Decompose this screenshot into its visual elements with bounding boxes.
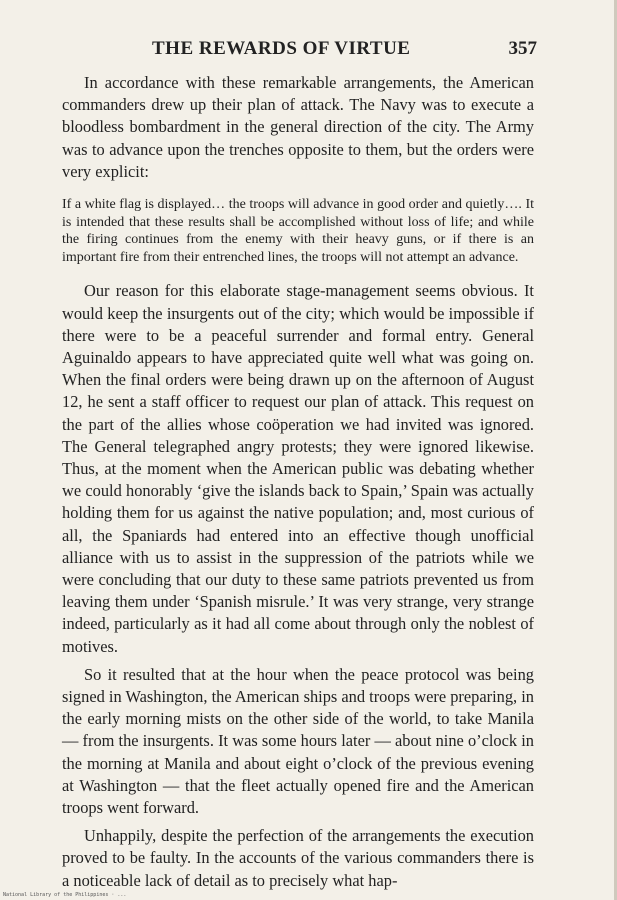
paragraph-1: In accordance with these remarkable arrangements, the American commanders drew up their plan of attack. The Navy was to execute a bloodless bombardment in the general direction of the city. The Army was to advance upon the trenches opposite to them, but the orders were very explicit: xyxy=(62,73,534,181)
block-quote: If a white flag is displayed… the troops will advance in good order and quietly…. It is intended that these results shall be accomplished without loss of life; and while the firing continues from the enemy with their heavy guns, or if there is an important fire from their entrenched lines, the troops will not attempt an advance. xyxy=(62,197,534,265)
paragraph-2: Our reason for this elaborate stage-management seems obvious. It would keep the insurgents out of the city; which would be impossible if there were to be a peaceful surrender and formal entry. General Aguinaldo appears to have appreciated quite well what was going on. When the final orders were being drawn up on the afternoon of August 12, he sent a staff officer to request our plan of attack. This request on the part of the allies whose coöperation we had invited was ignored. The General telegraphed angry protests; they were ignored likewise. Thus, at the moment when the American public was debating whether we could honorably ‘give the islands back to Spain,’ Spain was actually holding them for us against the native population; and, most curious of all, the Spaniards had entered into an effective though unofficial alliance with us to assist in the suppression of the patriots while we were concluding that our duty to these same patriots prevented us from leaving them under ‘Spanish misrule.’ It was very strange, very strange indeed, particularly as it had all come about through only the noblest of motives. xyxy=(62,281,534,656)
running-head: THE REWARDS OF VIRTUE xyxy=(152,38,411,59)
page-number: 357 xyxy=(508,38,537,59)
page-header xyxy=(60,38,537,64)
paragraph-3: So it resulted that at the hour when the peace protocol was being signed in Washington, the American ships and troops were preparing, in the early morning mists on the other side of the world, to take Manila — from the insurgents. It was some hours later — about nine o’clock in the morning at Manila and about eight o’clock of the previous evening at Washington — that the fleet actually opened fire and the American troops went forward. xyxy=(62,664,534,818)
page-body xyxy=(62,72,534,892)
paragraph-4: Unhappily, despite the perfection of the arrangements the execution proved to be faulty. In the accounts of the various commanders there is a noticeable lack of detail as to precisely what hap- xyxy=(62,826,534,890)
library-stamp: National Library of the Philippines · ... xyxy=(3,892,127,898)
